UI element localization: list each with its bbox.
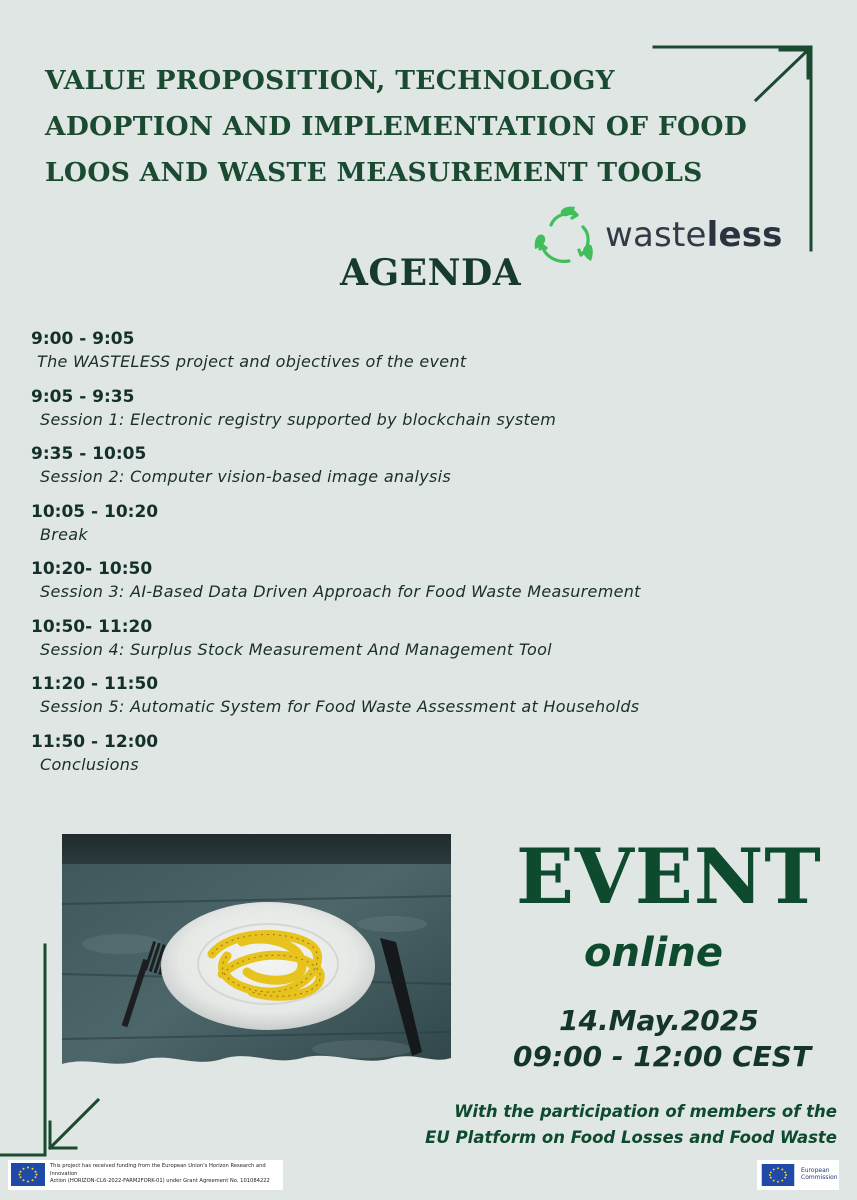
agenda-item-description: Session 2: Computer vision-based image analysis bbox=[40, 467, 451, 486]
agenda-item-time: 9:35 - 10:05 bbox=[31, 444, 147, 464]
agenda-heading: AGENDA bbox=[340, 252, 522, 294]
title-line-1: VALUE PROPOSITION, TECHNOLOGY bbox=[45, 65, 615, 96]
plate-measuring-tape-photo bbox=[62, 834, 451, 1078]
event-heading: EVENT bbox=[516, 832, 822, 921]
participation-line-2: EU Platform on Food Losses and Food Waste bbox=[425, 1128, 837, 1147]
agenda-item-time: 9:00 - 9:05 bbox=[31, 329, 135, 349]
agenda-item bbox=[31, 501, 831, 559]
agenda-item-time: 10:20- 10:50 bbox=[31, 559, 153, 579]
agenda-item-description: Session 3: AI-Based Data Driven Approach for Food Waste Measurement bbox=[40, 582, 641, 601]
title-line-3: LOOS AND WASTE MEASUREMENT TOOLS bbox=[45, 157, 703, 188]
european-commission-text bbox=[801, 1167, 841, 1181]
participation-line-1: With the participation of members of the bbox=[454, 1102, 837, 1121]
agenda-item bbox=[31, 443, 831, 501]
agenda-item-description: Conclusions bbox=[40, 754, 139, 774]
ec-line-2: Commission bbox=[801, 1174, 838, 1181]
event-mode: online bbox=[584, 930, 723, 976]
eu-funding-notice bbox=[8, 1160, 283, 1190]
agenda-item bbox=[31, 558, 831, 616]
agenda-item-time: 9:05 - 9:35 bbox=[31, 386, 135, 407]
funding-line-1: This project has received funding from the European Union's Horizon Research and Innovation bbox=[50, 1163, 266, 1177]
agenda-item bbox=[31, 328, 831, 386]
participation-note bbox=[425, 1099, 837, 1151]
european-commission-logo bbox=[757, 1160, 839, 1190]
agenda-item-description: The WASTELESS project and objectives of the event bbox=[37, 352, 467, 371]
eu-flag-icon bbox=[761, 1164, 795, 1186]
agenda-item-time: 10:05 - 10:20 bbox=[31, 501, 159, 522]
agenda-item-time: 10:50- 11:20 bbox=[31, 616, 153, 637]
eu-funding-text bbox=[50, 1163, 280, 1186]
agenda-item-description: Break bbox=[40, 524, 88, 544]
ec-line-1: European bbox=[801, 1167, 830, 1174]
logo-suffix: less bbox=[706, 215, 783, 255]
wasteless-logo bbox=[533, 205, 793, 269]
agenda-item-time: 11:20 - 11:50 bbox=[31, 674, 159, 694]
title-line-2: ADOPTION AND IMPLEMENTATION OF FOOD bbox=[45, 111, 748, 142]
recycle-leaves-icon bbox=[533, 205, 597, 269]
agenda-list bbox=[31, 328, 831, 788]
wasteless-logo-text bbox=[605, 215, 783, 255]
agenda-item bbox=[31, 673, 831, 731]
agenda-item-time: 11:50 - 12:00 bbox=[31, 731, 159, 752]
agenda-item bbox=[31, 386, 831, 444]
agenda-item-description: Session 4: Surplus Stock Measurement And Management Tool bbox=[40, 639, 552, 659]
agenda-item-description: Session 1: Electronic registry supported by blockchain system bbox=[40, 409, 557, 429]
agenda-item bbox=[31, 731, 831, 789]
eu-flag-icon bbox=[11, 1163, 45, 1186]
event-date: 14.May.2025 bbox=[559, 1004, 759, 1037]
event-time: 09:00 - 12:00 CEST bbox=[513, 1040, 812, 1073]
agenda-item bbox=[31, 616, 831, 674]
agenda-item-description: Session 5: Automatic System for Food Waste Assessment at Households bbox=[40, 697, 640, 716]
funding-line-2: Action (HORIZON-CL6-2022-FARM2FORK-01) under Grant Agreement No. 101084222 bbox=[50, 1178, 270, 1184]
event-title bbox=[45, 58, 748, 196]
logo-prefix: waste bbox=[605, 215, 707, 255]
